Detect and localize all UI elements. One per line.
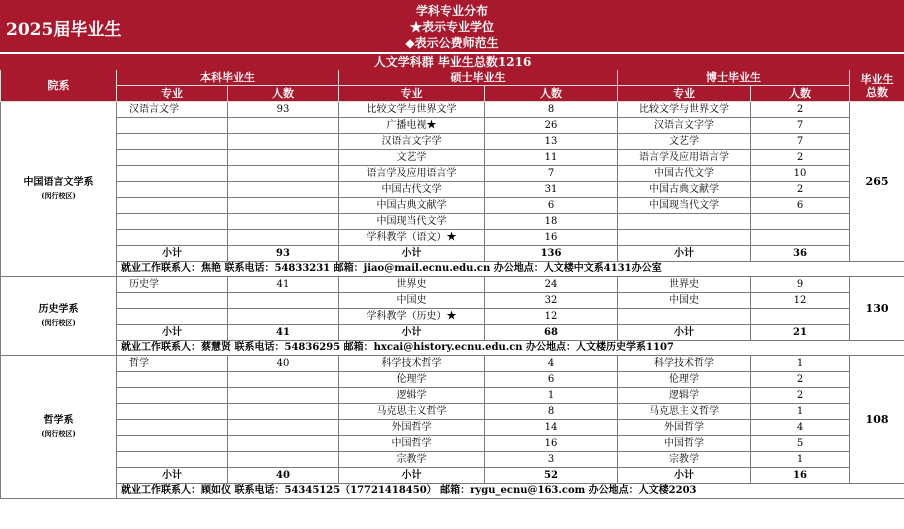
master-major: 中国史 [339, 293, 485, 309]
category-label: 人文学科群 毕业生总数1216 [1, 55, 904, 70]
bachelor-major: 历史学 [117, 277, 228, 293]
master-count: 18 [485, 214, 618, 230]
master-major: 中国哲学 [339, 436, 485, 452]
subtotal-value: 16 [751, 468, 850, 484]
department-campus: (闵行校区) [41, 318, 76, 327]
contact-info: 就业工作联系人：焦艳 联系电话：54833231 邮箱：jiao@mail.ecnu.edu.cn 办公地点：人文楼中文系4131办公室 [117, 262, 904, 277]
contact-row [1, 484, 904, 499]
subtotal-label: 小计 [117, 325, 228, 341]
subtotal-value: 41 [228, 325, 339, 341]
col-count-header: 人数 [485, 86, 618, 102]
bachelor-count [228, 230, 339, 246]
header-row-2 [1, 86, 904, 102]
bachelor-major [117, 214, 228, 230]
table-row [1, 356, 904, 372]
col-master-header: 硕士毕业生 [339, 70, 618, 86]
doctor-count: 7 [751, 134, 850, 150]
department-total: 108 [850, 356, 904, 484]
col-dept-header: 院系 [1, 70, 117, 102]
col-count-header: 人数 [751, 86, 850, 102]
bachelor-count [228, 436, 339, 452]
table-row [1, 452, 904, 468]
contact-info: 就业工作联系人：顾如仪 联系电话：54345125（17721418450） 邮箱：rygu_ecnu@163.com 办公地点：人文楼2203 [117, 484, 904, 499]
header-line-subject: 学科专业分布 [415, 4, 488, 18]
doctor-major: 中国现当代文学 [618, 198, 751, 214]
master-count: 3 [485, 452, 618, 468]
master-count: 24 [485, 277, 618, 293]
department-total: 130 [850, 277, 904, 341]
bachelor-major [117, 436, 228, 452]
bachelor-count [228, 166, 339, 182]
doctor-major: 外国哲学 [618, 420, 751, 436]
bachelor-major [117, 182, 228, 198]
table-row [1, 388, 904, 404]
master-count: 12 [485, 309, 618, 325]
table-row [1, 404, 904, 420]
bachelor-major [117, 309, 228, 325]
department-total: 265 [850, 102, 904, 262]
department-name: 中国语言文学系 [23, 177, 94, 188]
subtotal-label: 小计 [618, 246, 751, 262]
bachelor-major [117, 388, 228, 404]
doctor-count: 9 [751, 277, 850, 293]
master-major: 学科教学（历史）★ [339, 309, 485, 325]
table-body [1, 55, 904, 499]
bachelor-count [228, 182, 339, 198]
bachelor-major [117, 404, 228, 420]
subtotal-row [1, 246, 904, 262]
doctor-major: 科学技术哲学 [618, 356, 751, 372]
master-count: 16 [485, 230, 618, 246]
bachelor-count [228, 404, 339, 420]
bachelor-major [117, 150, 228, 166]
bachelor-count [228, 118, 339, 134]
subtotal-label: 小计 [339, 246, 485, 262]
doctor-major: 伦理学 [618, 372, 751, 388]
subtotal-label: 小计 [618, 468, 751, 484]
bachelor-major [117, 134, 228, 150]
subtotal-value: 36 [751, 246, 850, 262]
bachelor-major [117, 452, 228, 468]
master-major: 广播电视★ [339, 118, 485, 134]
subtotal-value: 93 [228, 246, 339, 262]
doctor-count [751, 214, 850, 230]
bachelor-count [228, 420, 339, 436]
master-count: 26 [485, 118, 618, 134]
master-major: 汉语言文字学 [339, 134, 485, 150]
master-major: 文艺学 [339, 150, 485, 166]
subtotal-label: 小计 [618, 325, 751, 341]
doctor-count: 1 [751, 356, 850, 372]
subtotal-row [1, 325, 904, 341]
doctor-major: 语言学及应用语言学 [618, 150, 751, 166]
header-line-normal: ◆表示公费师范生 [405, 36, 499, 50]
doctor-major: 汉语言文字学 [618, 118, 751, 134]
table-row [1, 182, 904, 198]
bachelor-count [228, 198, 339, 214]
page-title: 2025届毕业生 [6, 20, 122, 40]
bachelor-major [117, 118, 228, 134]
master-count: 4 [485, 356, 618, 372]
bachelor-major [117, 230, 228, 246]
doctor-count [751, 230, 850, 246]
subtotal-value: 68 [485, 325, 618, 341]
doctor-count: 7 [751, 118, 850, 134]
doctor-major: 逻辑学 [618, 388, 751, 404]
master-major: 马克思主义哲学 [339, 404, 485, 420]
table-row [1, 134, 904, 150]
header-legend [0, 3, 904, 51]
department-name: 哲学系 [43, 415, 74, 426]
master-count: 8 [485, 102, 618, 118]
master-major: 科学技术哲学 [339, 356, 485, 372]
col-major-header: 专业 [618, 86, 751, 102]
doctor-count: 2 [751, 182, 850, 198]
table-row [1, 309, 904, 325]
department-cell [1, 102, 117, 277]
bachelor-count [228, 309, 339, 325]
master-count: 13 [485, 134, 618, 150]
doctor-major: 中国史 [618, 293, 751, 309]
subtotal-label: 小计 [339, 325, 485, 341]
category-row [1, 55, 904, 70]
master-major: 宗教学 [339, 452, 485, 468]
doctor-major: 中国古代文学 [618, 166, 751, 182]
master-major: 世界史 [339, 277, 485, 293]
subtotal-value: 40 [228, 468, 339, 484]
table-row [1, 166, 904, 182]
table-row [1, 118, 904, 134]
doctor-count: 1 [751, 404, 850, 420]
table-row [1, 436, 904, 452]
doctor-count: 12 [751, 293, 850, 309]
table-row [1, 102, 904, 118]
col-doctor-header: 博士毕业生 [618, 70, 850, 86]
table-row [1, 198, 904, 214]
doctor-major [618, 214, 751, 230]
master-count: 8 [485, 404, 618, 420]
bachelor-count [228, 452, 339, 468]
master-major: 外国哲学 [339, 420, 485, 436]
master-major: 中国现当代文学 [339, 214, 485, 230]
contact-row [1, 262, 904, 277]
bachelor-count: 41 [228, 277, 339, 293]
doctor-major [618, 230, 751, 246]
bachelor-major: 哲学 [117, 356, 228, 372]
subtotal-label: 小计 [339, 468, 485, 484]
table-row [1, 230, 904, 246]
table-row [1, 214, 904, 230]
bachelor-count: 40 [228, 356, 339, 372]
master-major: 学科教学（语文）★ [339, 230, 485, 246]
subtotal-row [1, 468, 904, 484]
bachelor-major [117, 372, 228, 388]
table-row [1, 293, 904, 309]
table-row [1, 277, 904, 293]
master-count: 6 [485, 372, 618, 388]
doctor-count: 5 [751, 436, 850, 452]
doctor-major: 宗教学 [618, 452, 751, 468]
bachelor-major [117, 198, 228, 214]
master-count: 14 [485, 420, 618, 436]
bachelor-count [228, 150, 339, 166]
master-major: 中国古代文学 [339, 182, 485, 198]
doctor-major: 马克思主义哲学 [618, 404, 751, 420]
doctor-major: 文艺学 [618, 134, 751, 150]
col-major-header: 专业 [117, 86, 228, 102]
doctor-count: 2 [751, 388, 850, 404]
header-line-professional: ★表示专业学位 [409, 20, 494, 34]
subtotal-value: 136 [485, 246, 618, 262]
master-count: 32 [485, 293, 618, 309]
col-total-header: 毕业生总数 [850, 70, 904, 102]
bachelor-major: 汉语言文学 [117, 102, 228, 118]
table-row [1, 372, 904, 388]
bachelor-major [117, 420, 228, 436]
master-major: 比较文学与世界文学 [339, 102, 485, 118]
doctor-major: 中国古典文献学 [618, 182, 751, 198]
master-count: 11 [485, 150, 618, 166]
contact-info: 就业工作联系人：蔡慧贤 联系电话：54836295 邮箱：hxcai@history.ecnu.edu.cn 办公地点：人文楼历史学系1107 [117, 341, 904, 356]
doctor-major: 世界史 [618, 277, 751, 293]
doctor-count: 2 [751, 372, 850, 388]
bachelor-count [228, 293, 339, 309]
bachelor-count [228, 134, 339, 150]
subtotal-value: 21 [751, 325, 850, 341]
graduate-table [0, 54, 904, 499]
bachelor-count: 93 [228, 102, 339, 118]
master-count: 6 [485, 198, 618, 214]
bachelor-major [117, 166, 228, 182]
subtotal-value: 52 [485, 468, 618, 484]
doctor-count: 4 [751, 420, 850, 436]
doctor-count: 2 [751, 150, 850, 166]
master-count: 31 [485, 182, 618, 198]
bachelor-count [228, 388, 339, 404]
doctor-count: 10 [751, 166, 850, 182]
col-count-header: 人数 [228, 86, 339, 102]
department-campus: (闵行校区) [41, 191, 76, 200]
table-row [1, 420, 904, 436]
page-header [0, 0, 904, 54]
bachelor-count [228, 214, 339, 230]
master-count: 16 [485, 436, 618, 452]
doctor-count: 2 [751, 102, 850, 118]
subtotal-label: 小计 [117, 468, 228, 484]
bachelor-count [228, 372, 339, 388]
doctor-major: 中国哲学 [618, 436, 751, 452]
department-name: 历史学系 [38, 304, 79, 315]
master-major: 语言学及应用语言学 [339, 166, 485, 182]
col-major-header: 专业 [339, 86, 485, 102]
master-major: 逻辑学 [339, 388, 485, 404]
header-row-1 [1, 70, 904, 86]
department-cell [1, 356, 117, 499]
doctor-count: 6 [751, 198, 850, 214]
contact-row [1, 341, 904, 356]
bachelor-major [117, 293, 228, 309]
master-major: 中国古典文献学 [339, 198, 485, 214]
master-major: 伦理学 [339, 372, 485, 388]
doctor-major [618, 309, 751, 325]
department-campus: (闵行校区) [41, 429, 76, 438]
department-cell [1, 277, 117, 356]
doctor-count [751, 309, 850, 325]
table-row [1, 150, 904, 166]
master-count: 1 [485, 388, 618, 404]
doctor-major: 比较文学与世界文学 [618, 102, 751, 118]
subtotal-label: 小计 [117, 246, 228, 262]
col-bachelor-header: 本科毕业生 [117, 70, 339, 86]
master-count: 7 [485, 166, 618, 182]
doctor-count: 1 [751, 452, 850, 468]
